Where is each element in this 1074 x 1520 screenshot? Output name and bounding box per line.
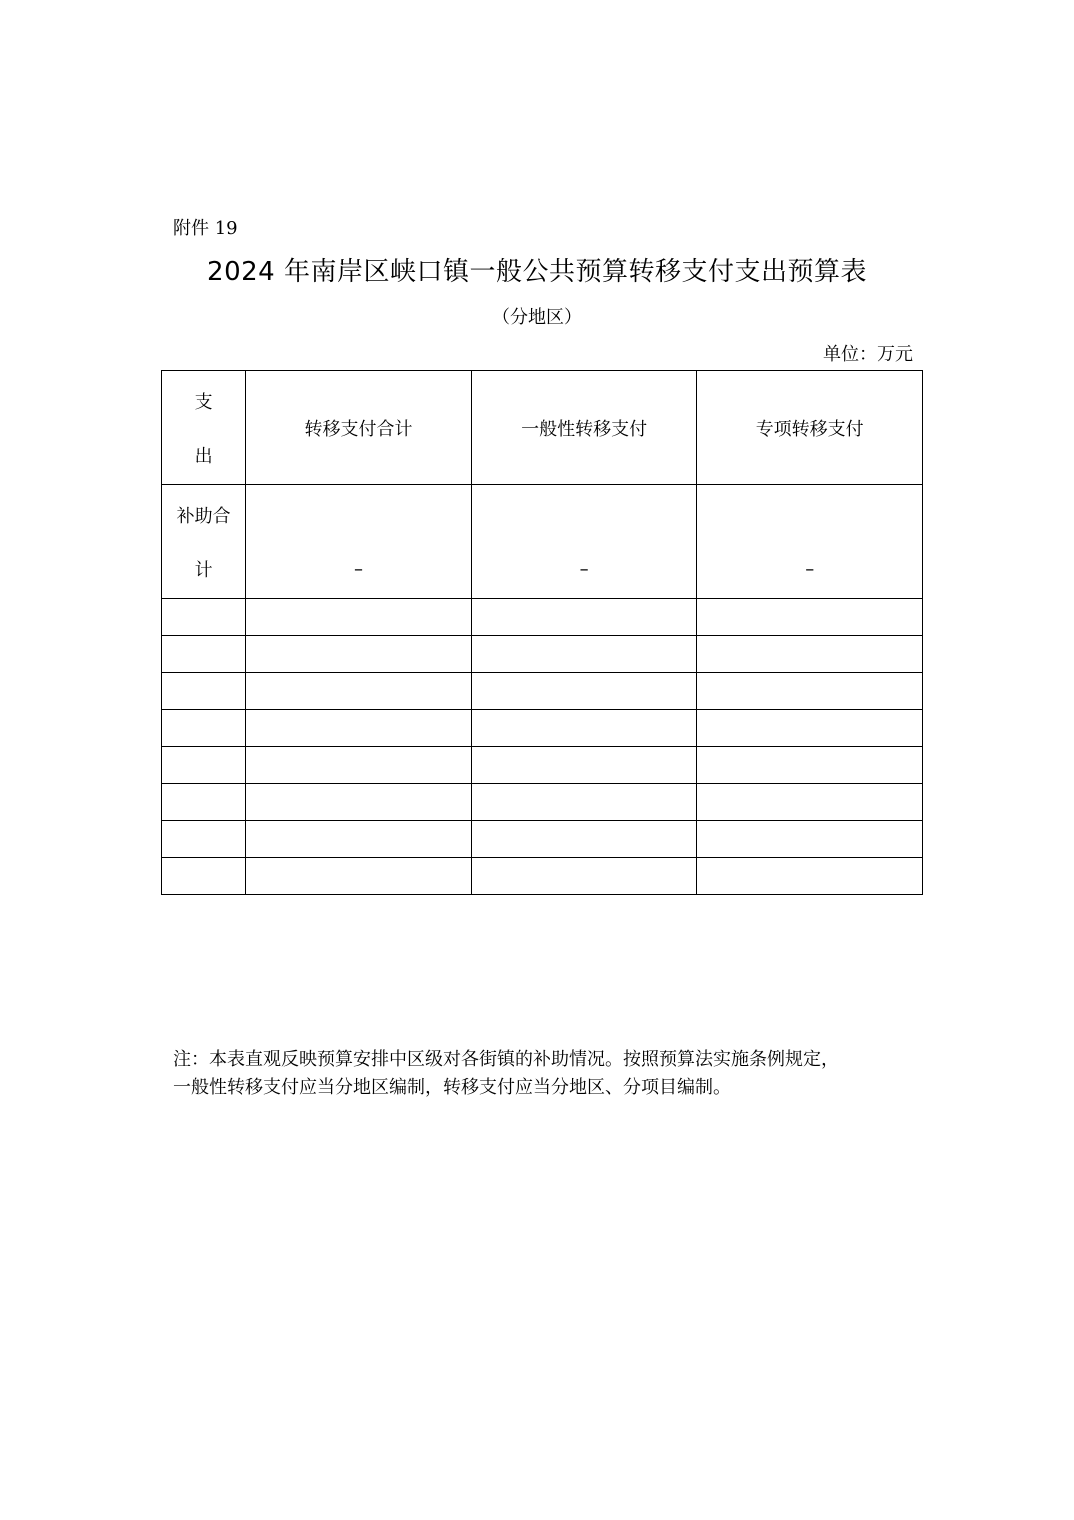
table-cell <box>697 784 923 821</box>
table-row <box>162 636 923 673</box>
table-cell <box>162 784 246 821</box>
table-cell <box>697 636 923 673</box>
table-cell <box>162 673 246 710</box>
table-cell <box>246 673 472 710</box>
header-cell-transfer-total: 转移支付合计 <box>246 371 472 485</box>
table-cell <box>471 673 697 710</box>
footnote <box>173 1046 913 1102</box>
total-label-line2: 计 <box>194 559 213 581</box>
table-row <box>162 599 923 636</box>
table-row <box>162 673 923 710</box>
table-cell <box>697 673 923 710</box>
table-cell <box>697 599 923 636</box>
unit-label: 单位：万元 <box>823 344 913 365</box>
attachment-label: 附件 19 <box>173 218 238 239</box>
table-cell <box>246 599 472 636</box>
table-row <box>162 710 923 747</box>
table-cell <box>162 710 246 747</box>
header-expenditure-line2: 出 <box>194 445 213 467</box>
table-row <box>162 821 923 858</box>
header-cell-special-transfer: 专项转移支付 <box>697 371 923 485</box>
table-cell <box>246 747 472 784</box>
table-cell <box>162 636 246 673</box>
table-cell <box>162 599 246 636</box>
budget-table <box>161 370 923 895</box>
table-row <box>162 747 923 784</box>
table-cell <box>471 636 697 673</box>
total-label-cell <box>162 485 246 599</box>
page-title: 2024 年南岸区峡口镇一般公共预算转移支付支出预算表 <box>207 257 867 287</box>
table-cell <box>471 821 697 858</box>
table-cell <box>246 710 472 747</box>
header-expenditure-line1: 支 <box>194 391 213 413</box>
footnote-line1: 注：本表直观反映预算安排中区级对各街镇的补助情况。按照预算法实施条例规定， <box>173 1049 839 1070</box>
table-total-row <box>162 485 923 599</box>
table-cell <box>162 821 246 858</box>
total-value-general-transfer: – <box>471 485 697 599</box>
table-cell <box>697 858 923 895</box>
table-cell <box>471 710 697 747</box>
table-cell <box>471 784 697 821</box>
table-cell <box>246 636 472 673</box>
header-cell-general-transfer: 一般性转移支付 <box>471 371 697 485</box>
table-cell <box>246 858 472 895</box>
total-label-line1: 补助合 <box>176 505 231 527</box>
total-value-transfer-total: – <box>246 485 472 599</box>
table-cell <box>697 821 923 858</box>
table-row <box>162 784 923 821</box>
table-cell <box>697 710 923 747</box>
table-cell <box>162 858 246 895</box>
table-cell <box>471 858 697 895</box>
total-value-special-transfer: – <box>697 485 923 599</box>
table-cell <box>471 599 697 636</box>
header-cell-expenditure <box>162 371 246 485</box>
table-cell <box>246 784 472 821</box>
table-row <box>162 858 923 895</box>
table-cell <box>697 747 923 784</box>
table-cell <box>471 747 697 784</box>
table-header-row <box>162 371 923 485</box>
page-subtitle: （分地区） <box>492 307 582 328</box>
table-cell <box>162 747 246 784</box>
table-cell <box>246 821 472 858</box>
footnote-line2: 一般性转移支付应当分地区编制，转移支付应当分地区、分项目编制。 <box>173 1077 731 1098</box>
